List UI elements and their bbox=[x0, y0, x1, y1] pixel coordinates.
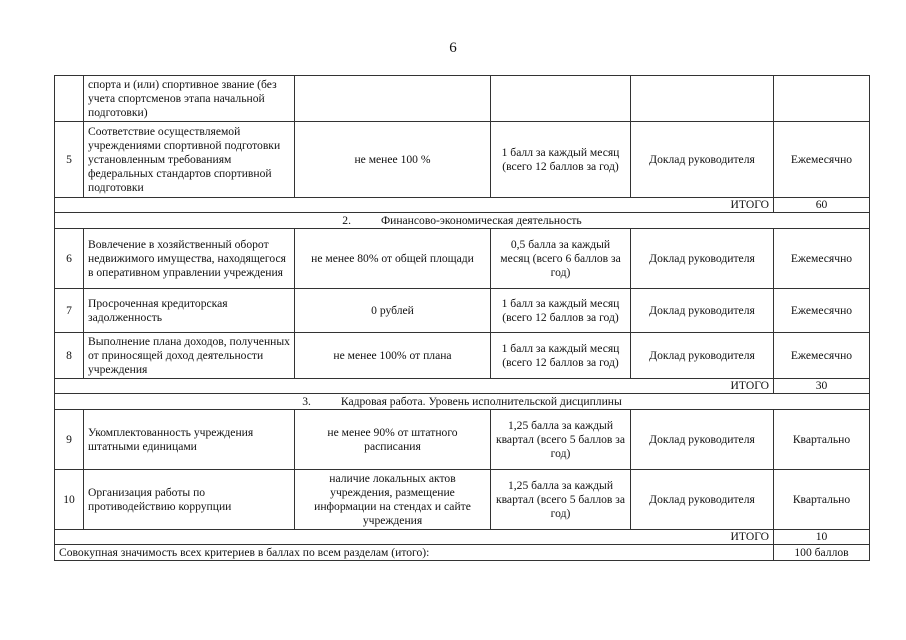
table-row bbox=[55, 289, 870, 333]
grand-total-row bbox=[55, 545, 870, 561]
row-number-cell: 5 bbox=[55, 122, 84, 198]
criterion-cell: Соответствие осуществляемой учреждениями спортивной подготовки установленным требованиям федеральных стандартов спортивной подготовки bbox=[84, 122, 295, 198]
period-cell bbox=[774, 76, 870, 122]
subtotal-value: 10 bbox=[774, 530, 870, 545]
points-cell: 1 балл за каждый месяц (всего 12 баллов за год) bbox=[491, 122, 631, 198]
subtotal-row bbox=[55, 379, 870, 394]
row-number-cell: 8 bbox=[55, 333, 84, 379]
subtotal-label: ИТОГО bbox=[55, 530, 774, 545]
row-number-cell bbox=[55, 76, 84, 122]
source-cell: Доклад руководителя bbox=[631, 470, 774, 530]
criterion-cell: Укомплектованность учреждения штатными единицами bbox=[84, 410, 295, 470]
subtotal-row bbox=[55, 530, 870, 545]
period-cell: Ежемесячно bbox=[774, 122, 870, 198]
table-row bbox=[55, 410, 870, 470]
subtotal-value: 30 bbox=[774, 379, 870, 394]
points-cell: 1 балл за каждый месяц (всего 12 баллов за год) bbox=[491, 333, 631, 379]
row-number-cell: 6 bbox=[55, 229, 84, 289]
table-row bbox=[55, 229, 870, 289]
source-cell bbox=[631, 76, 774, 122]
indicator-cell: не менее 80% от общей площади bbox=[295, 229, 491, 289]
table-row bbox=[55, 122, 870, 198]
source-cell: Доклад руководителя bbox=[631, 229, 774, 289]
page-number: 6 bbox=[449, 40, 457, 56]
period-cell: Ежемесячно bbox=[774, 289, 870, 333]
indicator-cell: не менее 90% от штатного расписания bbox=[295, 410, 491, 470]
table-row bbox=[55, 470, 870, 530]
period-cell: Ежемесячно bbox=[774, 229, 870, 289]
criterion-cell: Организация работы по противодействию коррупции bbox=[84, 470, 295, 530]
section-number: 2. bbox=[342, 213, 351, 227]
section-header-row bbox=[55, 213, 870, 229]
row-number-cell: 10 bbox=[55, 470, 84, 530]
row-number-cell: 9 bbox=[55, 410, 84, 470]
period-cell: Ежемесячно bbox=[774, 333, 870, 379]
table-row bbox=[55, 76, 870, 122]
criterion-cell: спорта и (или) спортивное звание (без учета спортсменов этапа начальной подготовки) bbox=[84, 76, 295, 122]
section-title: Финансово-экономическая деятельность bbox=[380, 213, 582, 227]
table-row bbox=[55, 333, 870, 379]
source-cell: Доклад руководителя bbox=[631, 122, 774, 198]
grand-total-value: 100 баллов bbox=[774, 545, 870, 561]
points-cell: 1 балл за каждый месяц (всего 12 баллов за год) bbox=[491, 289, 631, 333]
points-cell: 1,25 балла за каждый квартал (всего 5 баллов за год) bbox=[491, 410, 631, 470]
indicator-cell: не менее 100 % bbox=[295, 122, 491, 198]
indicator-cell: не менее 100% от плана bbox=[295, 333, 491, 379]
section-header-row bbox=[55, 394, 870, 410]
points-cell bbox=[491, 76, 631, 122]
subtotal-value: 60 bbox=[774, 198, 870, 213]
section-title-cell bbox=[55, 213, 870, 229]
subtotal-label: ИТОГО bbox=[55, 198, 774, 213]
section-number: 3. bbox=[302, 394, 311, 408]
period-cell: Квартально bbox=[774, 410, 870, 470]
indicator-cell: 0 рублей bbox=[295, 289, 491, 333]
grand-total-label: Совокупная значимость всех критериев в баллах по всем разделам (итого): bbox=[55, 545, 774, 561]
criterion-cell: Выполнение плана доходов, полученных от приносящей доход деятельности учреждения bbox=[84, 333, 295, 379]
source-cell: Доклад руководителя bbox=[631, 333, 774, 379]
criteria-table bbox=[54, 75, 870, 561]
indicator-cell bbox=[295, 76, 491, 122]
period-cell: Квартально bbox=[774, 470, 870, 530]
criterion-cell: Вовлечение в хозяйственный оборот недвижимого имущества, находящегося в оперативном управлении учреждения bbox=[84, 229, 295, 289]
row-number-cell: 7 bbox=[55, 289, 84, 333]
subtotal-row bbox=[55, 198, 870, 213]
points-cell: 1,25 балла за каждый квартал (всего 5 баллов за год) bbox=[491, 470, 631, 530]
section-title: Кадровая работа. Уровень исполнительской дисциплины bbox=[340, 394, 622, 408]
subtotal-label: ИТОГО bbox=[55, 379, 774, 394]
source-cell: Доклад руководителя bbox=[631, 410, 774, 470]
criterion-cell: Просроченная кредиторская задолженность bbox=[84, 289, 295, 333]
indicator-cell: наличие локальных актов учреждения, размещение информации на стендах и сайте учреждения bbox=[295, 470, 491, 530]
points-cell: 0,5 балла за каждый месяц (всего 6 баллов за год) bbox=[491, 229, 631, 289]
source-cell: Доклад руководителя bbox=[631, 289, 774, 333]
section-title-cell bbox=[55, 394, 870, 410]
